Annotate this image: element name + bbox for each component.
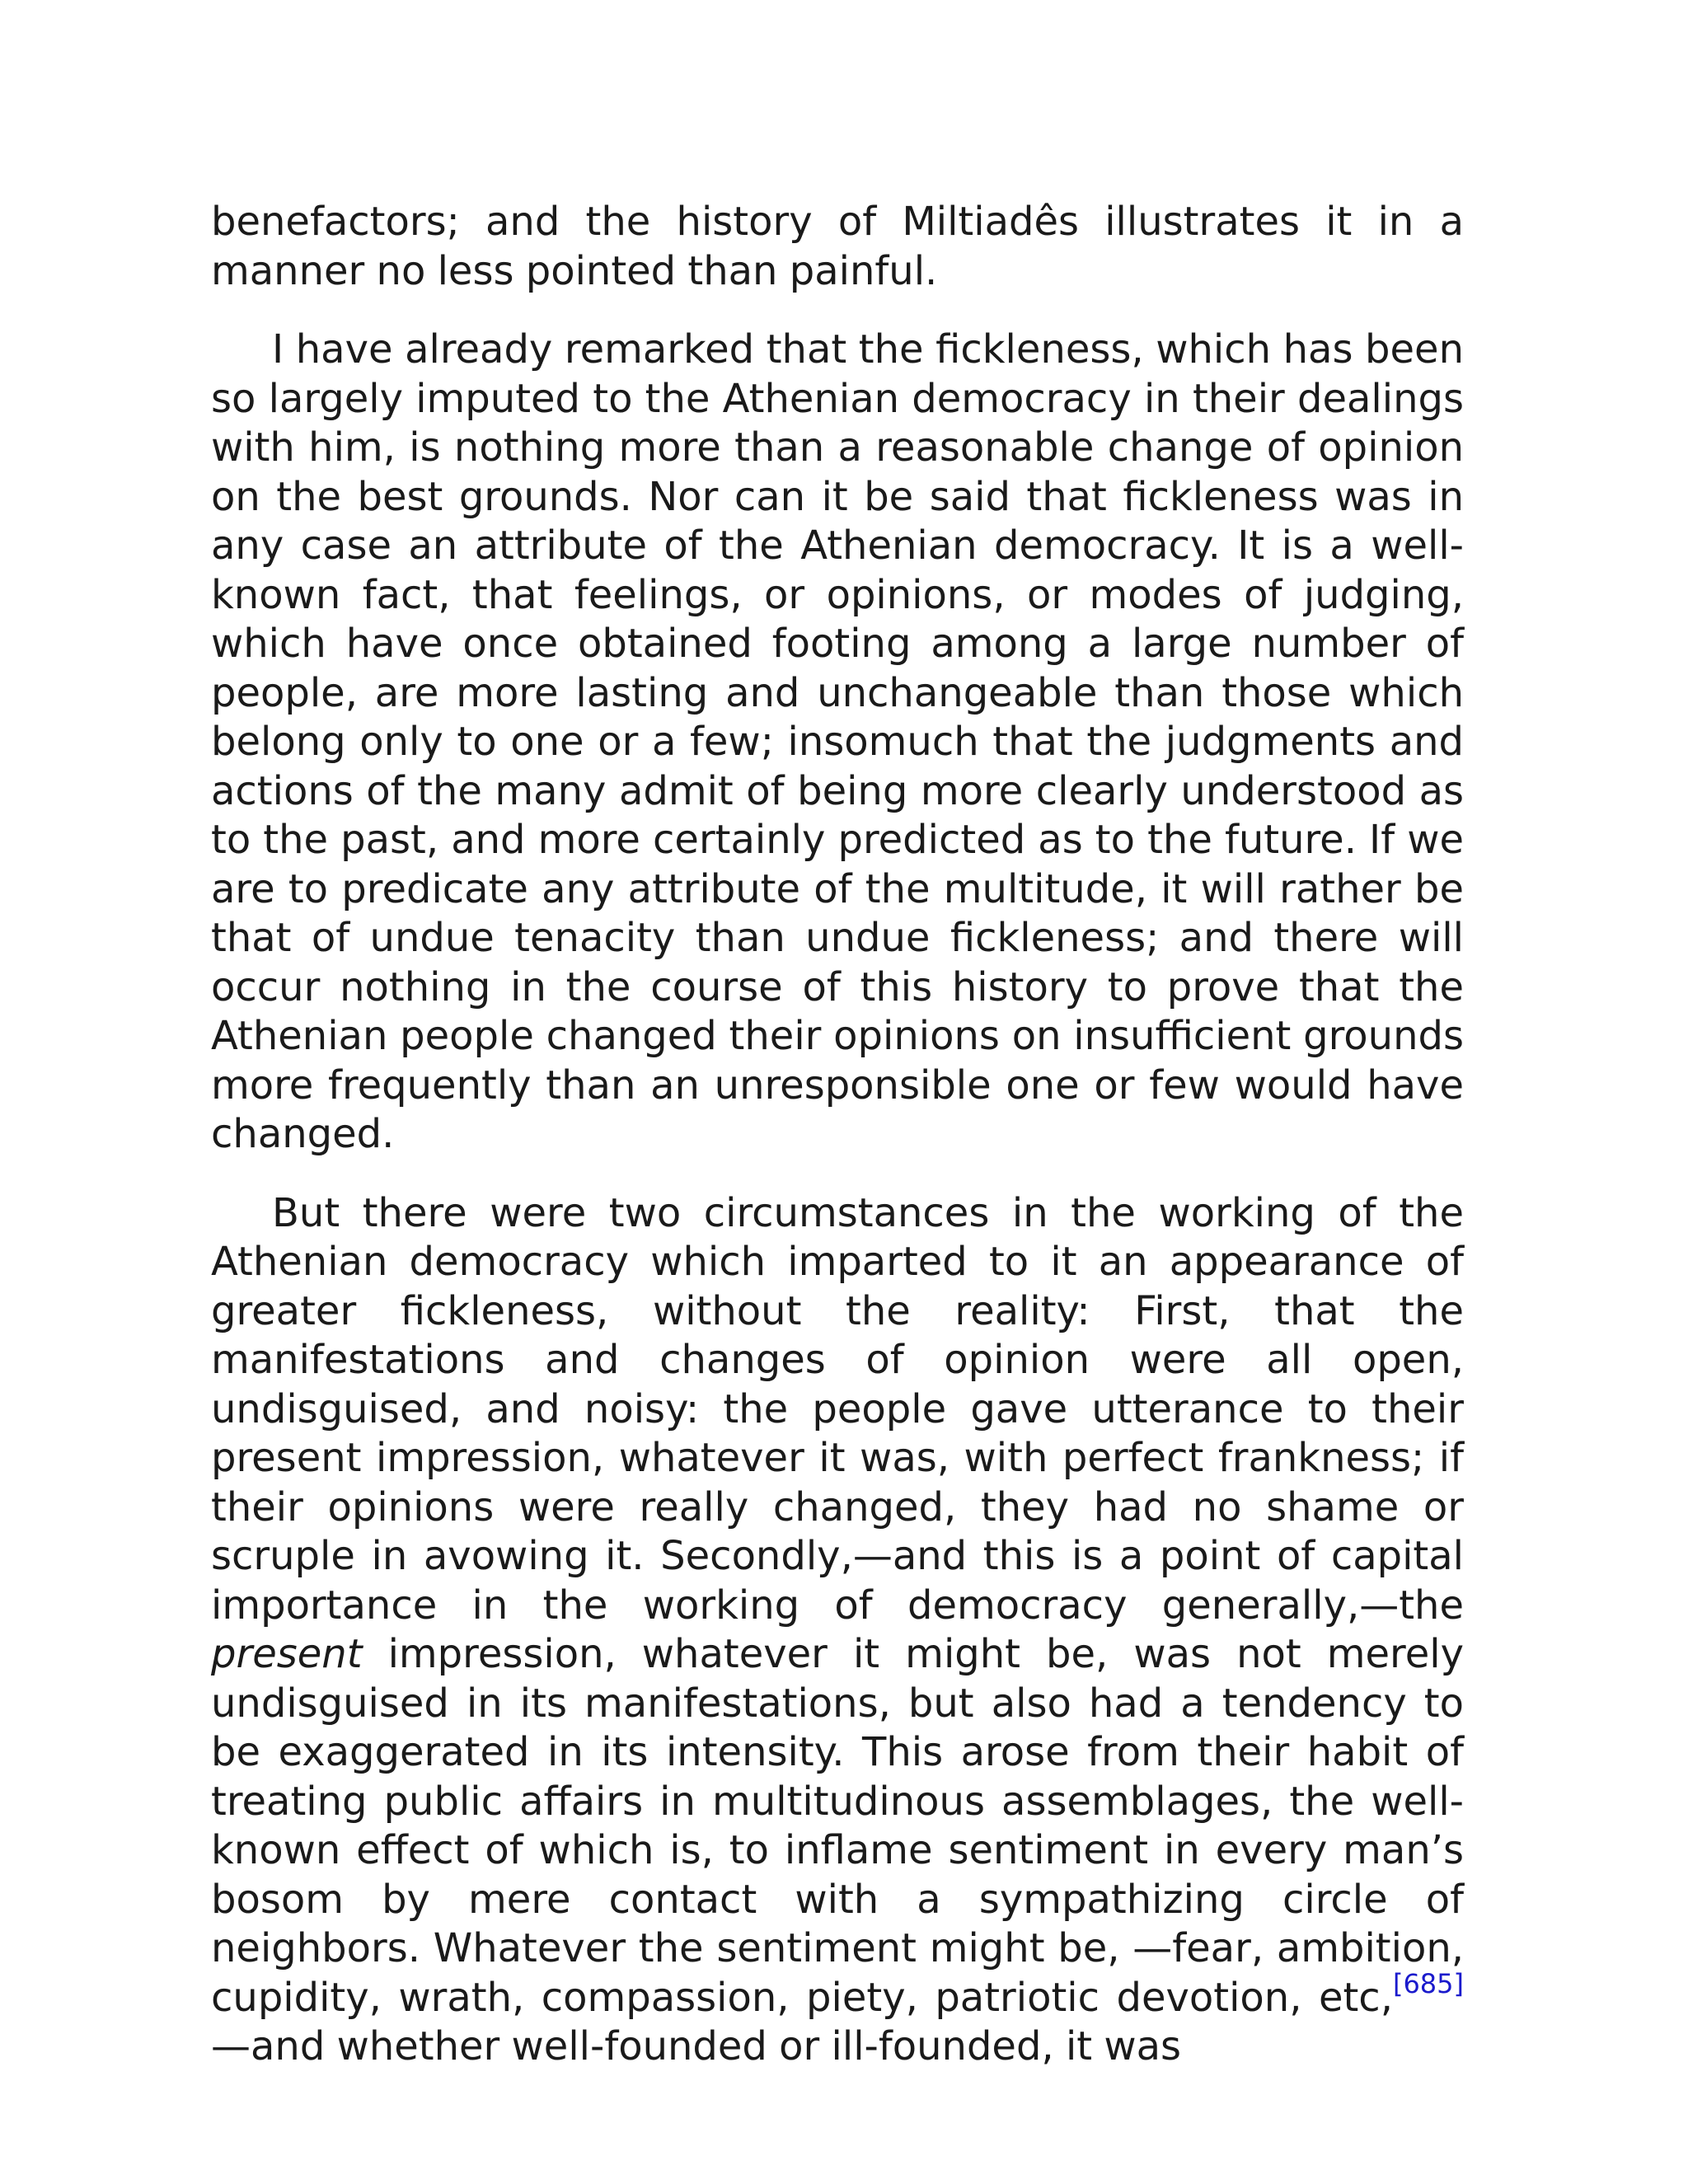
emphasis-present: present (211, 1631, 363, 1677)
footnote-link[interactable]: [685] (1392, 1967, 1464, 1999)
paragraph-fickleness: I have already remarked that the fickleness, which has been so largely imputed to the Athenian democracy in their dealings with him, is nothing more than a reasonable change of opinion on the best grounds. Nor can it be said that fickleness was in any case an attribute of the Athenian democracy. It is a well-known fact, that feelings, or opinions, or modes of judging, which have once obtained footing among a large number of people, are more lasting and unchangeable than those which belong only to one or a few; insomuch that the judgments and actions of the many admit of being more clearly understood as to the past, and more certainly predicted as to the future. If we are to predicate any attribute of the multitude, it will rather be that of undue tenacity than undue fickleness; and there will occur nothing in the course of this history to prove that the Athenian people changed their opinions on insufficient grounds more frequently than an unresponsible one or few would have changed. (211, 326, 1464, 1157)
paragraph-text-part-b: impression, whatever it might be, was not merely undisguised in its manifestations, but also had a tendency to be exaggerated in its intensity. This arose from their habit of treating public affairs in multitudinous assemblages, the well-known effect of which is, to inflame sentiment in every man’s bosom by mere contact with a sympathizing circle of neighbors. Whatever the sentiment might be, —fear, ambition, cupidity, wrath, compassion, piety, patriotic devotion, etc, (211, 1631, 1464, 2021)
paragraph-continuation: benefactors; and the history of Miltiadês illustrates it in a manner no less pointed than painful. (211, 199, 1464, 294)
paragraph-text-part-c: —and whether well-founded or ill-founded, it was (211, 2023, 1182, 2069)
paragraph-text-part-a: But there were two circumstances in the working of the Athenian democracy which imparted to it an appearance of greater fickleness, without the reality: First, that the manifestations and changes of opinion were all open, undisguised, and noisy: the people gave utterance to their present impression, whatever it was, with perfect frankness; if their opinions were really changed, they had no shame or scruple in avowing it. Secondly,—and this is a point of capital importance in the working of democracy generally,—the (211, 1189, 1464, 1629)
paragraph-circumstances (211, 1189, 1464, 2072)
page-body (211, 198, 1464, 2102)
